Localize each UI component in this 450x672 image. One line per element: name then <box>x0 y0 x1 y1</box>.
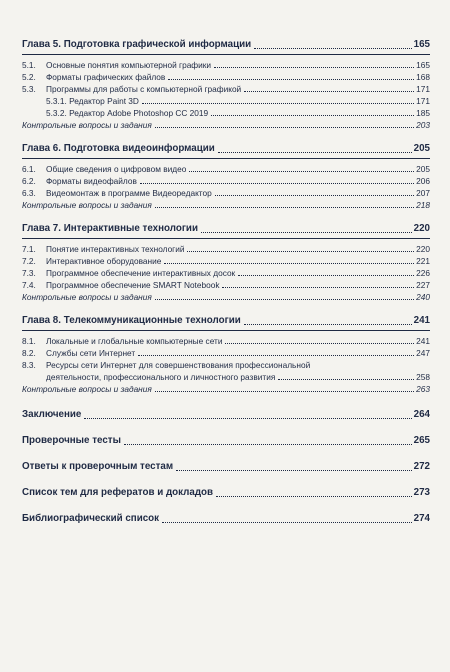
page-number: 227 <box>416 280 430 290</box>
page-number: 220 <box>413 223 430 234</box>
page-number: 273 <box>413 487 430 498</box>
dot-leader <box>84 418 411 419</box>
section-title: Программное обеспечение интерактивных досок <box>46 268 236 278</box>
section-number: 7.2. <box>22 256 36 266</box>
toc-entry[interactable] <box>22 163 430 175</box>
page-number: 241 <box>413 315 430 326</box>
chapter-title: Глава 6. Подготовка видеоинформации <box>22 143 215 154</box>
chapter-7-heading[interactable] <box>22 222 430 236</box>
dot-leader <box>216 496 412 497</box>
section-title: Программы для работы с компьютерной графикой <box>46 84 242 94</box>
dot-leader <box>238 275 414 276</box>
subsection-title: 5.3.2. Редактор Adobe Photoshop CC 2019 <box>46 108 209 118</box>
toc-entry[interactable] <box>22 71 430 83</box>
page-number: 272 <box>413 461 430 472</box>
page-number: 168 <box>416 72 430 82</box>
review-questions-title: Контрольные вопросы и задания <box>22 384 152 394</box>
page-number: 171 <box>416 96 430 106</box>
toc-entry[interactable] <box>22 335 430 347</box>
conclusion-entry[interactable] <box>22 408 430 422</box>
dot-leader <box>225 343 414 344</box>
dot-leader <box>124 444 412 445</box>
page-number: 165 <box>416 60 430 70</box>
toc-entry[interactable] <box>22 59 430 71</box>
dot-leader <box>214 67 414 68</box>
section-number: 5.2. <box>22 72 36 82</box>
page-number: 258 <box>416 372 430 382</box>
page-number: 185 <box>416 108 430 118</box>
section-title: Видеомонтаж в программе Видеоредактор <box>46 188 212 198</box>
review-questions-entry[interactable] <box>22 119 430 131</box>
divider <box>22 330 430 331</box>
dot-leader <box>164 263 414 264</box>
chapter-title: Глава 5. Подготовка графической информации <box>22 39 252 50</box>
page-number: 265 <box>413 435 430 446</box>
divider <box>22 54 430 55</box>
section-title: Понятие интерактивных технологий <box>46 244 185 254</box>
review-questions-title: Контрольные вопросы и задания <box>22 120 152 130</box>
entry-title: Библиографический список <box>22 513 160 524</box>
section-title-line-2: деятельности, профессионального и личностного развития <box>46 372 276 382</box>
section-title: Интерактивное оборудование <box>46 256 162 266</box>
section-number: 6.3. <box>22 188 36 198</box>
subsection-title: 5.3.1. Редактор Paint 3D <box>46 96 139 106</box>
dot-leader <box>138 355 414 356</box>
review-questions-title: Контрольные вопросы и задания <box>22 292 152 302</box>
dot-leader <box>215 195 414 196</box>
section-number: 7.3. <box>22 268 36 278</box>
chapter-5-heading[interactable] <box>22 38 430 52</box>
bibliography-entry[interactable] <box>22 512 430 526</box>
toc-entry[interactable] <box>22 187 430 199</box>
page-number: 165 <box>413 39 430 50</box>
dot-leader <box>155 127 414 128</box>
toc-entry[interactable] <box>22 83 430 95</box>
section-number: 5.3. <box>22 84 36 94</box>
section-number: 8.3. <box>22 360 36 370</box>
page-number: 205 <box>413 143 430 154</box>
entry-title: Список тем для рефератов и докладов <box>22 487 214 498</box>
dot-leader <box>201 232 412 233</box>
dot-leader <box>254 48 411 49</box>
page-number: 240 <box>416 292 430 302</box>
review-questions-entry[interactable] <box>22 199 430 211</box>
dot-leader <box>278 379 414 380</box>
toc-entry[interactable] <box>22 175 430 187</box>
toc-subentry[interactable] <box>22 107 430 119</box>
section-title: Форматы графических файлов <box>46 72 166 82</box>
section-number: 5.1. <box>22 60 36 70</box>
page-number: 207 <box>416 188 430 198</box>
chapter-8-heading[interactable] <box>22 314 430 328</box>
review-questions-entry[interactable] <box>22 291 430 303</box>
dot-leader <box>155 391 414 392</box>
toc-entry[interactable] <box>22 267 430 279</box>
page-number: 263 <box>416 384 430 394</box>
toc-entry-multiline[interactable] <box>22 359 430 383</box>
chapter-title: Глава 7. Интерактивные технологии <box>22 223 198 234</box>
section-number: 8.1. <box>22 336 36 346</box>
dot-leader <box>168 79 414 80</box>
section-title: Форматы видеофайлов <box>46 176 137 186</box>
section-title: Программное обеспечение SMART Notebook <box>46 280 220 290</box>
page-number: 205 <box>416 164 430 174</box>
toc-subentry[interactable] <box>22 95 430 107</box>
dot-leader <box>222 287 414 288</box>
dot-leader <box>187 251 414 252</box>
dot-leader <box>218 152 412 153</box>
dot-leader <box>155 299 414 300</box>
report-topics-entry[interactable] <box>22 486 430 500</box>
dot-leader <box>211 115 414 116</box>
toc-entry[interactable] <box>22 347 430 359</box>
section-number: 7.1. <box>22 244 36 254</box>
toc-entry[interactable] <box>22 279 430 291</box>
page-number: 221 <box>416 256 430 266</box>
section-number: 6.1. <box>22 164 36 174</box>
page-number: 203 <box>416 120 430 130</box>
dot-leader <box>142 103 414 104</box>
section-title-line-1: Ресурсы сети Интернет для совершенствования профессиональной <box>46 360 311 370</box>
answers-entry[interactable] <box>22 460 430 474</box>
dot-leader <box>244 91 414 92</box>
toc-entry[interactable] <box>22 243 430 255</box>
section-number: 6.2. <box>22 176 36 186</box>
page-number: 171 <box>416 84 430 94</box>
section-title: Локальные и глобальные компьютерные сети <box>46 336 223 346</box>
page-number: 218 <box>416 200 430 210</box>
page-number: 226 <box>416 268 430 278</box>
entry-title: Проверочные тесты <box>22 435 121 446</box>
divider <box>22 238 430 239</box>
section-title: Службы сети Интернет <box>46 348 136 358</box>
review-questions-entry[interactable] <box>22 383 430 395</box>
page-number: 220 <box>416 244 430 254</box>
page-number: 206 <box>416 176 430 186</box>
dot-leader <box>244 324 412 325</box>
divider <box>22 158 430 159</box>
tests-entry[interactable] <box>22 434 430 448</box>
chapter-title: Глава 8. Телекоммуникационные технологии <box>22 315 241 326</box>
toc-entry[interactable] <box>22 255 430 267</box>
dot-leader <box>176 470 412 471</box>
entry-title: Ответы к проверочным тестам <box>22 461 174 472</box>
dot-leader <box>155 207 414 208</box>
page-number: 264 <box>413 409 430 420</box>
chapter-6-heading[interactable] <box>22 142 430 156</box>
page-number: 274 <box>413 513 430 524</box>
section-title: Общие сведения о цифровом видео <box>46 164 187 174</box>
dot-leader <box>140 183 414 184</box>
table-of-contents <box>22 38 430 526</box>
page-number: 247 <box>416 348 430 358</box>
review-questions-title: Контрольные вопросы и задания <box>22 200 152 210</box>
entry-title: Заключение <box>22 409 82 420</box>
dot-leader <box>189 171 414 172</box>
section-title: Основные понятия компьютерной графики <box>46 60 212 70</box>
section-number: 8.2. <box>22 348 36 358</box>
page-number: 241 <box>416 336 430 346</box>
section-number: 7.4. <box>22 280 36 290</box>
dot-leader <box>162 522 412 523</box>
